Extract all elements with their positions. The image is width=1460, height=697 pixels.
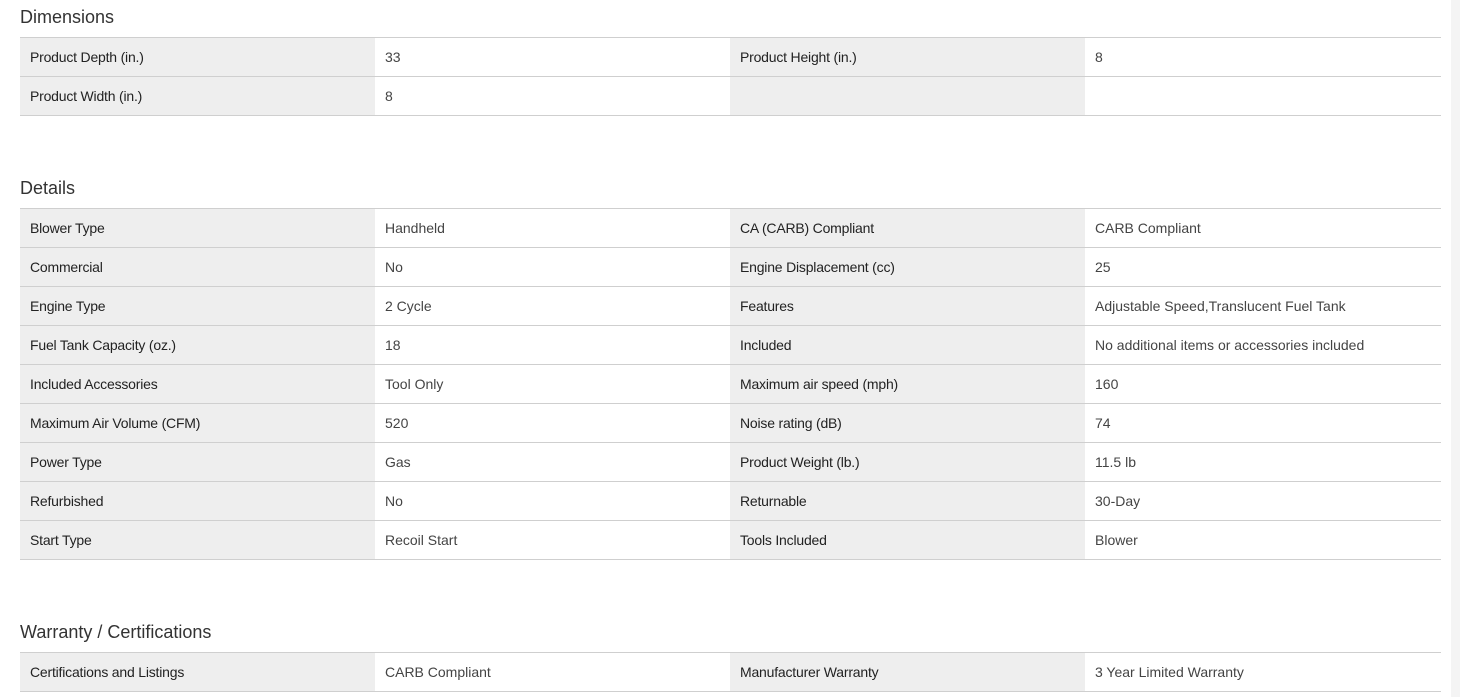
table-row xyxy=(20,77,1441,116)
spec-value: No xyxy=(375,248,730,286)
table-row xyxy=(20,365,1441,404)
table-row xyxy=(20,287,1441,326)
spec-label: Certifications and Listings xyxy=(20,653,375,691)
spec-value: 18 xyxy=(375,326,730,364)
table-row xyxy=(20,404,1441,443)
spec-label: Blower Type xyxy=(20,209,375,247)
spec-label: Product Height (in.) xyxy=(730,38,1085,76)
warranty-section xyxy=(20,615,1441,692)
spec-value: 3 Year Limited Warranty xyxy=(1085,653,1441,691)
details-table xyxy=(20,208,1441,560)
table-row xyxy=(20,38,1441,77)
table-row xyxy=(20,521,1441,560)
spec-value: Gas xyxy=(375,443,730,481)
spec-value: 33 xyxy=(375,38,730,76)
spec-label: Start Type xyxy=(20,521,375,559)
spec-value: CARB Compliant xyxy=(1085,209,1441,247)
spec-label: Tools Included xyxy=(730,521,1085,559)
spec-value: 160 xyxy=(1085,365,1441,403)
spec-value: Tool Only xyxy=(375,365,730,403)
spec-label: Refurbished xyxy=(20,482,375,520)
spec-value: 11.5 lb xyxy=(1085,443,1441,481)
table-row xyxy=(20,326,1441,365)
spec-label: Power Type xyxy=(20,443,375,481)
spec-value: 520 xyxy=(375,404,730,442)
spec-value: 8 xyxy=(375,77,730,115)
spec-label: Noise rating (dB) xyxy=(730,404,1085,442)
spec-value: 2 Cycle xyxy=(375,287,730,325)
spec-label: Included xyxy=(730,326,1085,364)
table-row xyxy=(20,248,1441,287)
spec-label: Engine Displacement (cc) xyxy=(730,248,1085,286)
section-title-dimensions: Dimensions xyxy=(20,7,115,27)
table-row xyxy=(20,653,1441,692)
warranty-table xyxy=(20,652,1441,692)
spec-label: Engine Type xyxy=(20,287,375,325)
section-title-warranty: Warranty / Certifications xyxy=(20,622,212,642)
spec-value: 30-Day xyxy=(1085,482,1441,520)
spec-label: Returnable xyxy=(730,482,1085,520)
spec-value: No xyxy=(375,482,730,520)
spec-label: Included Accessories xyxy=(20,365,375,403)
spec-label: Product Depth (in.) xyxy=(20,38,375,76)
spec-value: Recoil Start xyxy=(375,521,730,559)
spec-label: Maximum air speed (mph) xyxy=(730,365,1085,403)
spec-label: Product Width (in.) xyxy=(20,77,375,115)
spec-label: Maximum Air Volume (CFM) xyxy=(20,404,375,442)
table-row xyxy=(20,209,1441,248)
spec-value: Adjustable Speed,Translucent Fuel Tank xyxy=(1085,287,1441,325)
spec-value: Handheld xyxy=(375,209,730,247)
section-title-details: Details xyxy=(20,178,76,198)
spec-value: 8 xyxy=(1085,38,1441,76)
spec-label: Manufacturer Warranty xyxy=(730,653,1085,691)
spec-label-empty xyxy=(730,77,1085,115)
spec-value: Blower xyxy=(1085,521,1441,559)
dimensions-table xyxy=(20,37,1441,116)
spec-label: Product Weight (lb.) xyxy=(730,443,1085,481)
spec-label: Fuel Tank Capacity (oz.) xyxy=(20,326,375,364)
dimensions-section xyxy=(20,0,1441,116)
spec-value: 74 xyxy=(1085,404,1441,442)
spec-label: Commercial xyxy=(20,248,375,286)
spec-label: Features xyxy=(730,287,1085,325)
spec-label: CA (CARB) Compliant xyxy=(730,209,1085,247)
spec-value: 25 xyxy=(1085,248,1441,286)
spec-value-empty xyxy=(1085,77,1441,115)
details-section xyxy=(20,171,1441,560)
table-row xyxy=(20,482,1441,521)
table-row xyxy=(20,443,1441,482)
spec-value: No additional items or accessories included xyxy=(1085,326,1441,364)
spec-value: CARB Compliant xyxy=(375,653,730,691)
